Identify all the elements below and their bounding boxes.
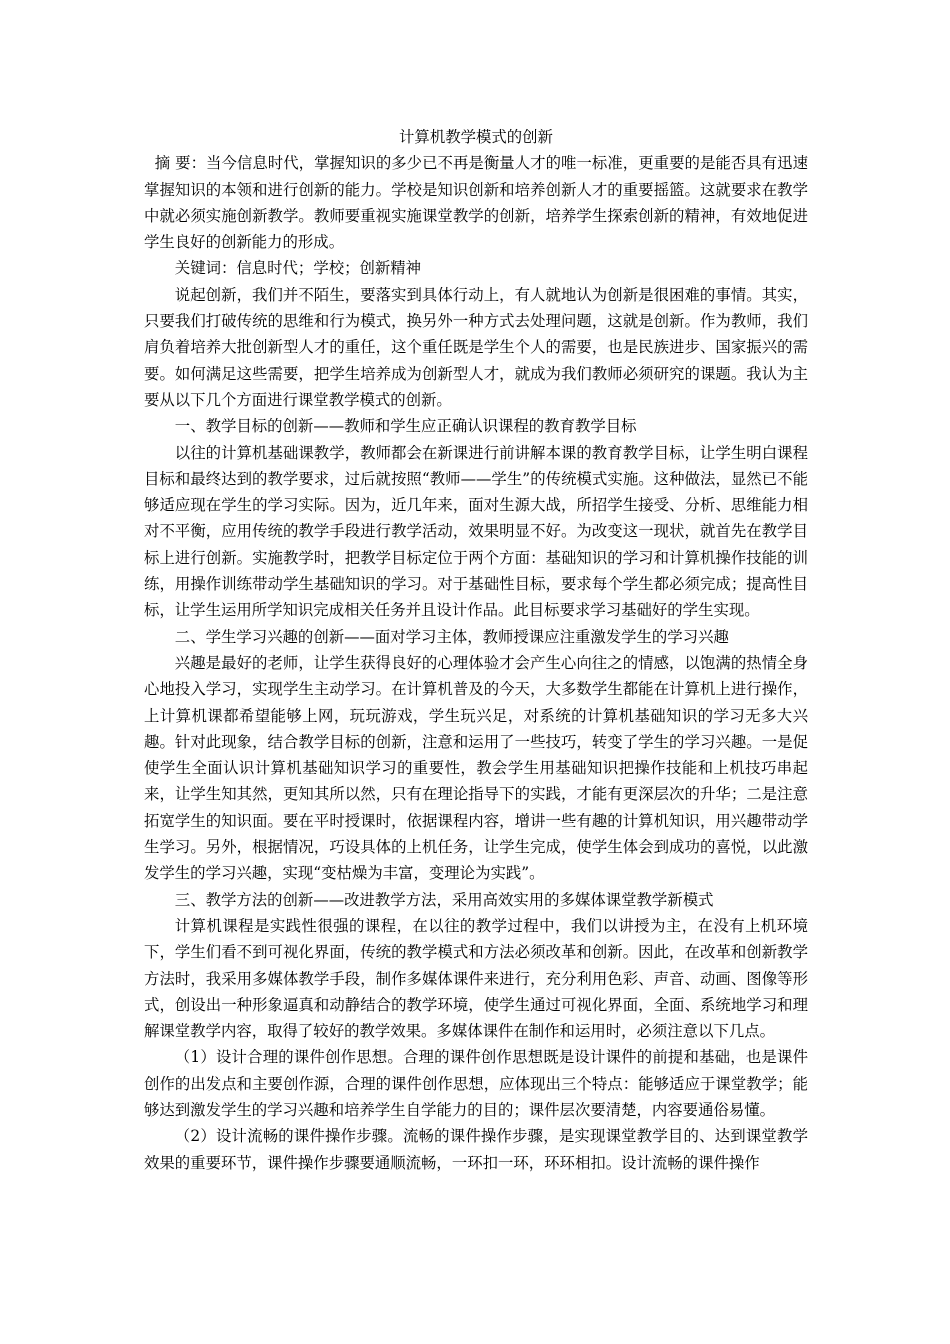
section-body-3: 计算机课程是实践性很强的课程，在以往的教学过程中，我们以讲授为主，在没有上机环境下，学生们看不到可视化界面，传统的教学模式和方法必须改革和创新。因此，在改革和创新教学方法时，我采用多媒体教学手段，制作多媒体课件来进行，充分利用色彩、声音、动画、图像等形式，创设出一种形象逼真和动静结合的教学环境，使学生通过可视化界面，全面、系统地学习和理解课堂教学内容，取得了较好的教学效果。多媒体课件在制作和运用时，必须注意以下几点。	[144, 916, 808, 1041]
section-heading-3: 三、教学方法的创新——改进教学方法，采用高效实用的多媒体课堂教学新模式	[174, 890, 714, 909]
section-body-1: 以往的计算机基础课教学，教师都会在新课进行前讲解本课的教育教学目标，让学生明白课程目标和最终达到的教学要求，过后就按照“教师——学生”的传统模式实施。这种做法，显然已不能够适应现在学生的学习实际。因为，近几年来，面对生源大战，所招学生接受、分析、思维能力相对不平衡，应用传统的教学手段进行教学活动，效果明显不好。为改变这一现状，就首先在教学目标上进行创新。实施教学时，把教学目标定位于两个方面：基础知识的学习和计算机操作技能的训练，用操作训练带动学生基础知识的学习。对于基础性目标，要求每个学生都必须完成；提高性目标，让学生运用所学知识完成相关任务并且设计作品。此目标要求学习基础好的学生实现。	[144, 443, 808, 620]
document-title: 计算机教学模式的创新	[399, 128, 553, 146]
list-item-1: （1）设计合理的课件创作思想。合理的课件创作思想既是设计课件的前提和基础，也是课件创作的出发点和主要创作源，合理的课件创作思想，应体现出三个特点：能够适应于课堂教学；能够达到激发学生的学习兴趣和培养学生自学能力的目的；课件层次要清楚，内容要通俗易懂。	[144, 1048, 808, 1119]
section-heading-1: 一、教学目标的创新——教师和学生应正确认识课程的教育教学目标	[174, 417, 637, 436]
keywords-line: 关键词：信息时代；学校；创新精神	[174, 259, 422, 278]
document-body	[144, 124, 808, 1176]
section-body-2: 兴趣是最好的老师，让学生获得良好的心理体验才会产生心向往之的情感，以饱满的热情全身心地投入学习，实现学生主动学习。在计算机普及的今天，大多数学生都能在计算机上进行操作，上计算机课都希望能够上网，玩玩游戏，学生玩兴足，对系统的计算机基础知识的学习无多大兴趣。针对此现象，结合教学目标的创新，注意和运用了一些技巧，转变了学生的学习兴趣。一是促使学生全面认识计算机基础知识学习的重要性，教会学生用基础知识把操作技能和上机技巧串起来，让学生知其然，更知其所以然，只有在理论指导下的实践，才能有更深层次的升华；二是注意拓宽学生的知识面。要在平时授课时，依据课程内容，增讲一些有趣的计算机知识，用兴趣带动学生学习。另外，根据情况，巧设具体的上机任务，让学生完成，使学生体会到成功的喜悦，以此激发学生的学习兴趣，实现“变枯燥为丰富，变理论为实践”。	[144, 653, 808, 883]
list-item-2: （2）设计流畅的课件操作步骤。流畅的课件操作步骤，是实现课堂教学目的、达到课堂教学效果的重要环节，课件操作步骤要通顺流畅，一环扣一环，环环相扣。设计流畅的课件操作	[144, 1127, 808, 1172]
abstract-paragraph: 摘 要：当今信息时代，掌握知识的多少已不再是衡量人才的唯一标准，更重要的是能否具有迅速掌握知识的本领和进行创新的能力。学校是知识创新和培养创新人才的重要摇篮。这就要求在教学中就必须实施创新教学。教师要重视实施课堂教学的创新，培养学生探索创新的精神，有效地促进学生良好的创新能力的形成。	[144, 154, 808, 252]
section-heading-2: 二、学生学习兴趣的创新——面对学习主体，教师授课应注重激发学生的学习兴趣	[174, 627, 729, 646]
intro-paragraph: 说起创新，我们并不陌生，要落实到具体行动上，有人就地认为创新是很困难的事情。其实，只要我们打破传统的思维和行为模式，换另外一种方式去处理问题，这就是创新。作为教师，我们肩负着培养大批创新型人才的重任，这个重任既是学生个人的需要，也是民族进步、国家振兴的需要。如何满足这些需要，把学生培养成为创新型人才，就成为我们教师必须研究的课题。我认为主要从以下几个方面进行课堂教学模式的创新。	[144, 285, 808, 409]
